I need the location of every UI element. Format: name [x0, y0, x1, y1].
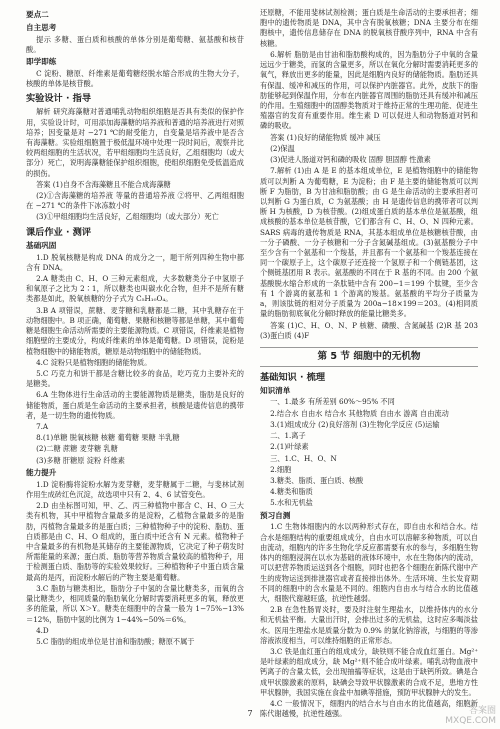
- answer-paragraph: (2)①含海藻糖的培养液 等量的普通培养液 ②将甲、乙两组细胞在 −271 ℃的条件下冰冻数小时: [26, 191, 244, 211]
- right-column: [260, 8, 478, 721]
- answer-paragraph: 一、1.最多 有所差别 60%～95% 不同: [270, 397, 395, 407]
- answer-paragraph: 4.C 淀粉只是植物细胞的储能物质。: [36, 357, 152, 367]
- section-heading: 实验设计 · 指导: [26, 93, 92, 105]
- watermark-line-1: 答案圈: [468, 706, 496, 717]
- answer-paragraph: (2)二糖 蔗糖 麦芽糖 乳糖: [36, 444, 118, 454]
- answer-paragraph: C 淀粉、糖原、纤维素是葡萄糖经脱水缩合形成的生物大分子，核酸的单体是核苷酸。: [26, 68, 244, 88]
- answer-paragraph: (3)①甲组细胞均生活良好，乙组细胞均（或大部分）死亡: [36, 212, 219, 222]
- subsection-heading: 要点二: [26, 10, 49, 19]
- answer-paragraph: 3.糖类、脂质、蛋白质、核酸: [270, 475, 364, 485]
- page-number: 7: [247, 709, 253, 718]
- answer-paragraph: (3)促进人肠道对钙和磷的吸收 固醇 胆固醇 性激素: [270, 155, 431, 165]
- subsection-heading: 即学即练: [26, 57, 57, 66]
- subsection-heading: 基础巩固: [26, 240, 57, 250]
- subsection-heading: 能力提升: [26, 467, 57, 477]
- answer-paragraph: (2)保温: [270, 143, 295, 153]
- answer-paragraph: 2.A 糖类由 C、H、O 三种元素组成，大多数糖类分子中氢原子和氧原子之比为 2∶1，所以糖类也叫碳水化合物，但并不是所有糖类都是如此，脱氧核糖的分子式为 C₅H₁₀O₄。: [26, 273, 244, 304]
- answer-paragraph: 4.糖类和脂质: [270, 487, 313, 497]
- answer-paragraph: 6.解析 脂肪是由甘油和脂肪酸构成的，因为脂肪分子中氧的含量远远少于糖类，而氢的含量更多，所以在氧化分解时需要消耗更多的氧气，释放出更多的能量，因此是细胞内良好的储能物质。脂肪还具有保温、缓冲和减压的作用，可以保护内脏器官。此外，皮肤下的脂肪能够起到保温作用，分布在内脏器官周围的脂肪还具有缓冲和减压的作用。生殖细胞中的固醇类物质对于维持正常的生理功能、促进生殖器官的发育有重要作用。维生素 D 可以促进人和动物肠道对钙和磷的吸收。: [260, 49, 478, 131]
- answer-paragraph: 8.(1)单糖 脱氧核糖 核糖 葡萄糖 果糖 半乳糖: [36, 433, 180, 443]
- answer-paragraph: 解析 研究海藻糖对普通哺乳动物组织细胞是否具有类似的保护作用，实验设计时，可用添加海藻糖的培养液和普通的培养液进行对照培养；因变量是对 −271 ℃的耐受能力，自变量是培养液中是否含有海藻糖。实验组细胞置于极低温环境中处理一段时间后，观察并比较两组细胞的生活状况，若甲组细胞均生活良好，乙组细胞均（或大部分）死亡，说明海藻糖能保护组织细胞，使组织细胞免受低温造成的损伤。: [26, 107, 244, 178]
- answer-paragraph: 还原糖，不能用斐林试剂检测；蛋白质是生命活动的主要承担者；细胞中的遗传物质是 DNA，其中含有脱氧核糖；DNA 主要分布在细胞核中，遗传信息储存在 DNA 的脱氧核苷酸序列中，RNA 中含有核糖。: [260, 8, 478, 48]
- chapter-banner: 第 5 节 细胞中的无机物: [260, 347, 478, 367]
- answer-paragraph: 7.A: [36, 422, 49, 432]
- answer-paragraph: 三、1.C、H、O、N: [270, 453, 337, 463]
- watermark: [445, 707, 496, 727]
- answer-paragraph: 5.水和无机盐: [270, 498, 313, 508]
- answer-paragraph: 答案 (1)良好的储能物质 缓冲 减压: [270, 132, 381, 142]
- answer-paragraph: 1.C 生物体细胞内的水以两种形式存在，即自由水和结合水。结合水是细胞结构的重要组成成分，自由水可以溶解多种物质，可以自由流动，细胞内的许多生物化学反应都需要有水的参与，多细胞生物体内的细胞浸润在以水为基础的液体环境中，水在生物体内的流动，可以把营养物质运送到各个细胞，同时也把各个细胞在新陈代谢中产生的废物运送到排泄器官或者直接排出体外。生活环境、生长发育期不同的细胞中的含水量是不同的。细胞内自由水与结合水的比值越大，细胞代谢越旺盛，抗逆性越弱。: [260, 522, 478, 603]
- answer-paragraph: 1.D 淀粉酶将淀粉水解为麦芽糖，麦芽糖属于二糖，与斐林试剂作用生成砖红色沉淀，故选项中只有 2、4、6 试管变色。: [26, 479, 244, 499]
- answer-paragraph: 答案 (1)C、H、O、N、P 核糖、磷酸、含氮碱基 (2)R 基 203 (3)蛋白质 (4)F: [260, 320, 478, 340]
- answer-paragraph: 3.B A 项错误，蔗糖、麦芽糖和乳糖都是二糖，其中乳糖存在于动物细胞中。B 项正确，葡萄糖、果糖和核糖等都是单糖，其中葡萄糖是细胞生命活动所需要的主要能源物质。C 项错误，纤维素是植物细胞壁的主要成分，构成纤维素的单体是葡萄糖。D 项错误，淀粉是植物细胞中的储能物质，糖原是动物细胞中的储能物质。: [26, 305, 244, 356]
- subsection-heading: 知识清单: [260, 385, 291, 395]
- subsection-heading: 自主思考: [26, 22, 57, 32]
- section-heading: 基础知识 · 梳理: [260, 371, 326, 383]
- answer-paragraph: 6.A 生物体进行生命活动的主要能源物质是糖类，脂肪是良好的储能物质，蛋白质是生命活动的主要承担者，核酸是遗传信息的携带者，是一切生物的遗传物质。: [26, 390, 244, 420]
- section-heading: 课后作业 · 测评: [26, 226, 92, 238]
- answer-paragraph: 二、1.离子: [270, 431, 306, 441]
- watermark-line-2: MXQE.COM: [445, 716, 496, 727]
- answer-paragraph: (3)多糖 肝糖原 淀粉 纤维素: [36, 455, 125, 465]
- answer-paragraph: 2.B 在急性肠胃炎时，要及时注射生理盐水，以维持体内的水分和无机盐平衡。大量出汗时，会排出过多的无机盐，这时应多喝淡盐水。医用生理盐水是质量分数为 0.9% 的氯化钠溶液，与细胞的等渗溶液浓度相当，可以维持细胞的正常形态。: [260, 605, 478, 645]
- answer-paragraph: 3.(1)组成成分 (2)良好溶剂 (3)生物化学反应 (5)运输: [270, 419, 440, 429]
- answer-paragraph: 4.D: [36, 625, 49, 635]
- subsection-heading: 预习自测: [260, 510, 291, 520]
- answer-paragraph: 2.结合水 自由水 结合水 其他物质 自由水 游离 自由流动: [270, 408, 449, 418]
- answer-paragraph: 2.(1)叶绿素: [270, 442, 309, 452]
- left-column: [26, 8, 244, 721]
- answer-paragraph: 提示 多糖、蛋白质和核酸的单体分别是葡萄糖、氨基酸和核苷酸。: [26, 34, 244, 54]
- answer-paragraph: 1.D 脱氧核糖是构成 DNA 的成分之一，题干所列四种生物中都含有 DNA。: [26, 252, 244, 272]
- answer-paragraph: 2.D 由坐标图可知，甲、乙、丙三种植物中都含 C、H、O 三大类有机物，其中甲植物含量最多的是淀粉，乙植物含量最多的是脂肪，丙植物含量最多的是蛋白质；三种植物种子中的淀粉、脂肪、蛋白质都是由 C、H、O 组成的，蛋白质中还含有 N 元素。植物种子中含量最多的有机物是其储存的主要能源物质，它决定了种子萌发时所需能量的来源；蛋白质、脂肪等营养物质含量较高的植物种子，用于检测蛋白质、脂肪等的实验效果较好。三种植物种子中蛋白质含量最高的是丙，而淀粉水解后的产物主要是葡萄糖。: [26, 501, 244, 582]
- answer-paragraph: 7.解析 (1)由 A 是 E 的基本组成单位，E 是植物细胞中的储能物质可以判断 A 为葡萄糖，E 为淀粉；由 F 是主要的储能物质可以判断 F 为脂肪，B 为甘油和脂肪酸；由 G 是生命活动的主要承担者可以判断 G 为蛋白质，C 为氨基酸；由 H 是遗传信息的携带者可以判断 H 为核酸，D 为核苷酸。(2)组成蛋白质的基本单位是氨基酸，组成核酸的基本单位是核苷酸，它们都含有 C、H、O、N 四种元素。SARS 病毒的遗传物质是 RNA，其基本组成单位是核糖核苷酸，由一分子磷酸、一分子核糖和一分子含氮碱基组成。(3)氨基酸分子中至少含有一个氨基和一个羧基，并且都有一个氨基和一个羧基连接在同一个碳原子上，这个碳原子还连接一个氢原子和一个侧链基团，这个侧链基团用 R 表示。氨基酸的不同在于 R 基的不同。由 200 个氨基酸脱水缩合形成的一条肽链中含有 200−1＝199 个肽键，至少含有 1 个游离的氨基和 1 个游离的羧基。氨基酸的平均分子质量为 a，则该肽链的相对分子质量为 200a−18×199＝203。(4)相同质量的脂肪彻底氧化分解时释放的能量比糖类多。: [260, 166, 478, 319]
- answer-paragraph: 5.C 巧克力和饼干都是含糖比较多的食品，吃巧克力主要补充的是糖类。: [26, 368, 244, 389]
- answer-paragraph: 5.C 脂肪的组成单位是甘油和脂肪酸；糖原不属于: [36, 636, 195, 646]
- answer-paragraph: 3.C 铁是血红蛋白的组成成分，缺铁则不能合成血红蛋白。Mg²⁺是叶绿素的组成成分，缺 Mg²⁺则不能合成叶绿素。哺乳动物血液中钙离子的含量太低，会出现抽搐等症状，这是由于缺钙所致。碘是合成甲状腺激素的原料，缺碘会导致甲状腺激素的合成不足，患地方性甲状腺肿，我国实施在食盐中加碘等措施，预防甲状腺肿大的发生。: [260, 647, 478, 697]
- answer-paragraph: 4.C 一般情况下，细胞内的结合水与自由水的比值越高，细胞新陈代谢越慢，抗逆性越强。: [260, 699, 478, 719]
- answer-paragraph: 答案 (1)自身不含海藻糖且不能合成海藻糖: [36, 179, 171, 189]
- answer-paragraph: 2.细胞: [270, 464, 292, 474]
- answer-paragraph: 3.C 脂肪与糖类相比，脂肪分子中氢的含量比糖类多，而氧的含量比糖类少，相同质量的脂肪氧化分解时需要消耗更多的氧，释放更多的能量，所以 X＞Y。糖类在细胞中的含量一般为 1−75%−13%＝12%，脂肪中氢的比例为 1−44%−50%＝6%。: [26, 583, 244, 624]
